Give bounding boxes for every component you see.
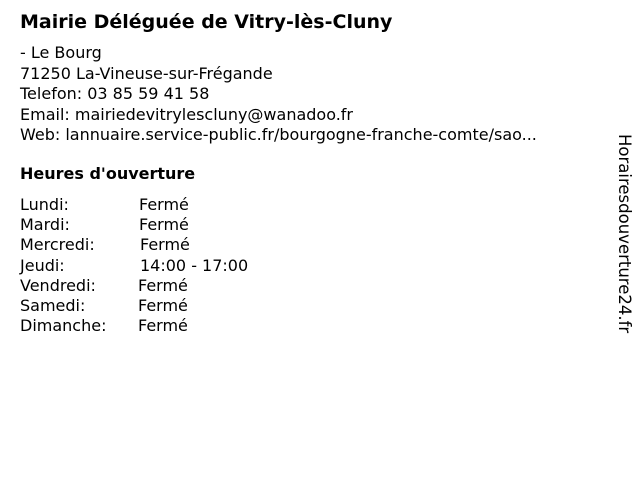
hours-row-thursday [20, 256, 320, 276]
page-title: Mairie Déléguée de Vitry-lès-Cluny [20, 11, 393, 33]
day-hours: Fermé [140, 235, 190, 255]
hours-row-wednesday [20, 235, 320, 255]
website-link[interactable]: Web: lannuaire.service-public.fr/bourgogne-franche-comte/sao... [20, 125, 537, 145]
email-address[interactable]: Email: mairiedevitrylescluny@wanadoo.fr [20, 104, 354, 124]
opening-hours-table [20, 195, 320, 336]
day-hours: 14:00 - 17:00 [140, 255, 249, 275]
day-label: Mardi: [20, 215, 70, 235]
opening-hours-heading: Heures d'ouverture [20, 164, 196, 183]
hours-row-saturday [20, 296, 320, 316]
day-label: Lundi: [20, 195, 69, 214]
day-hours: Fermé [139, 215, 189, 235]
hours-row-friday [20, 276, 320, 296]
day-label: Samedi: [20, 295, 86, 315]
contact-details [20, 43, 537, 146]
hours-row-sunday [20, 316, 320, 336]
hours-row-tuesday [20, 215, 320, 235]
street-address: - Le Bourg [20, 43, 102, 62]
day-hours: Fermé [138, 295, 188, 315]
phone-number[interactable]: Telefon: 03 85 59 41 58 [20, 84, 210, 104]
city-address: 71250 La-Vineuse-sur-Frégande [20, 63, 273, 83]
day-label: Vendredi: [20, 275, 96, 295]
site-watermark: Horairesdouverture24.fr [615, 134, 634, 334]
hours-row-monday [20, 195, 320, 215]
day-hours: Fermé [138, 316, 188, 336]
day-hours: Fermé [139, 195, 189, 214]
day-hours: Fermé [138, 275, 188, 295]
day-label: Jeudi: [20, 255, 65, 275]
day-label: Mercredi: [20, 235, 95, 255]
day-label: Dimanche: [20, 316, 107, 336]
